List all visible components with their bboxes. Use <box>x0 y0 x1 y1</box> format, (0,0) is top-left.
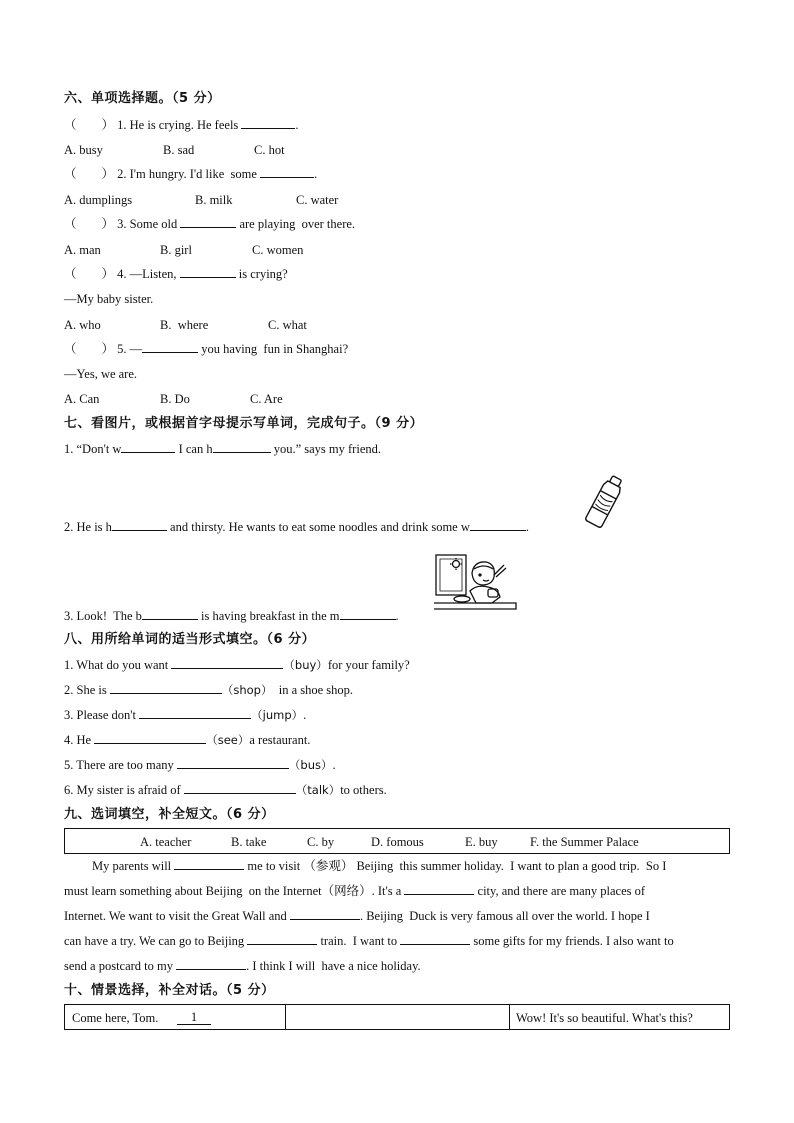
blank[interactable] <box>247 933 317 945</box>
option-b[interactable]: B. sad <box>163 143 195 157</box>
question-3: （ ） 3. Some old are playing over there. <box>64 217 356 231</box>
option-c[interactable]: C. hot <box>254 143 285 157</box>
option-c[interactable]: C. women <box>252 243 304 257</box>
section-6-title: 六、单项选择题。（5 分） <box>64 91 221 106</box>
blank[interactable] <box>139 707 251 719</box>
dialogue-cell-1: Come here, Tom. 1 <box>65 1005 286 1029</box>
blank[interactable] <box>400 933 470 945</box>
answer-paren[interactable]: （ ） <box>64 217 115 231</box>
answer-paren[interactable]: （ ） <box>64 342 115 356</box>
form-item-4: 4. He （see）a restaurant. <box>64 733 311 747</box>
section-9-title: 九、选词填空，补全短文。（6 分） <box>64 807 275 822</box>
blank[interactable] <box>180 266 236 278</box>
blank[interactable] <box>94 732 206 744</box>
blank[interactable] <box>171 657 283 669</box>
option-c[interactable]: C. what <box>268 318 307 332</box>
word-option[interactable]: F. the Summer Palace <box>530 835 639 849</box>
question-4-answer: —My baby sister. <box>64 292 154 306</box>
option-a[interactable]: A. Can <box>64 392 100 406</box>
option-c[interactable]: C. Are <box>250 392 283 406</box>
word-option[interactable]: E. buy <box>465 835 498 849</box>
fill-line-3: 3. Look! The b is having breakfast in the m . <box>64 609 399 623</box>
passage-line-1: My parents will me to visit （参观） Beijing this summer holiday. I want to plan a good trip. So I <box>92 859 667 873</box>
passage-line-2: must learn something about Beijing on the Internet（网络）. It's a city, and there are many places of <box>64 884 646 898</box>
option-a[interactable]: A. man <box>64 243 101 257</box>
section-8-title: 八、用所给单词的适当形式填空。（6 分） <box>64 632 316 647</box>
form-item-2: 2. She is （shop） in a shoe shop. <box>64 683 354 697</box>
blank[interactable] <box>112 519 167 531</box>
blank[interactable] <box>404 883 474 895</box>
option-b[interactable]: B. where <box>160 318 209 332</box>
blank[interactable] <box>470 519 526 531</box>
option-b[interactable]: B. Do <box>160 392 190 406</box>
form-item-3: 3. Please don't （jump）. <box>64 708 307 722</box>
blank[interactable] <box>174 858 244 870</box>
form-item-5: 5. There are too many （bus）. <box>64 758 336 772</box>
blank[interactable] <box>121 441 175 453</box>
dialogue-cell-2 <box>286 1005 510 1029</box>
section-10-title: 十、情景选择，补全对话。（5 分） <box>64 983 275 998</box>
blank[interactable] <box>142 608 198 620</box>
blank-1[interactable]: 1 <box>177 1010 211 1025</box>
blank[interactable] <box>184 782 296 794</box>
blank[interactable] <box>177 757 289 769</box>
blank[interactable] <box>180 216 236 228</box>
option-a[interactable]: A. dumplings <box>64 193 133 207</box>
option-b[interactable]: B. girl <box>160 243 192 257</box>
passage-line-5: send a postcard to my . I think I will have a nice holiday. <box>64 959 421 973</box>
option-a[interactable]: A. who <box>64 318 101 332</box>
blank[interactable] <box>213 441 271 453</box>
form-item-1: 1. What do you want （buy）for your family? <box>64 658 410 672</box>
blank[interactable] <box>176 958 246 970</box>
blank[interactable] <box>290 908 360 920</box>
form-item-6: 6. My sister is afraid of （talk）to others. <box>64 783 387 797</box>
dialogue-cell-3: Wow! It's so beautiful. What's this? <box>516 1011 693 1025</box>
water-bottle-icon <box>582 472 628 530</box>
option-b[interactable]: B. milk <box>195 193 233 207</box>
word-option[interactable]: B. take <box>231 835 267 849</box>
answer-paren[interactable]: （ ） <box>64 167 115 181</box>
breakfast-picture-icon <box>432 551 518 615</box>
question-1: （ ） 1. He is crying. He feels . <box>64 118 299 132</box>
question-4: （ ） 4. —Listen, is crying? <box>64 267 288 281</box>
blank[interactable] <box>142 341 198 353</box>
section-7-title: 七、看图片，或根据首字母提示写单词，完成句子。（9 分） <box>64 416 424 431</box>
fill-line-2: 2. He is h and thirsty. He wants to eat some noodles and drink some w . <box>64 520 530 534</box>
question-5: （ ） 5. — you having fun in Shanghai? <box>64 342 349 356</box>
word-option[interactable]: A. teacher <box>140 835 192 849</box>
blank[interactable] <box>340 608 396 620</box>
passage-line-3: Internet. We want to visit the Great Wall and . Beijing Duck is very famous all over the world. I hope I <box>64 909 650 923</box>
option-a[interactable]: A. busy <box>64 143 103 157</box>
blank[interactable] <box>110 682 222 694</box>
word-option[interactable]: D. fomous <box>371 835 424 849</box>
word-bank <box>64 828 730 854</box>
blank[interactable] <box>260 166 314 178</box>
word-option[interactable]: C. by <box>307 835 335 849</box>
fill-line-1: 1. “Don't w I can h you.” says my friend. <box>64 442 381 456</box>
question-2: （ ） 2. I'm hungry. I'd like some . <box>64 167 318 181</box>
dialogue-table <box>64 1004 730 1030</box>
answer-paren[interactable]: （ ） <box>64 118 115 132</box>
question-5-answer: —Yes, we are. <box>64 367 138 381</box>
answer-paren[interactable]: （ ） <box>64 267 115 281</box>
blank[interactable] <box>241 117 295 129</box>
option-c[interactable]: C. water <box>296 193 339 207</box>
passage-line-4: can have a try. We can go to Beijing train. I want to some gifts for my friends. I also want to <box>64 934 674 948</box>
